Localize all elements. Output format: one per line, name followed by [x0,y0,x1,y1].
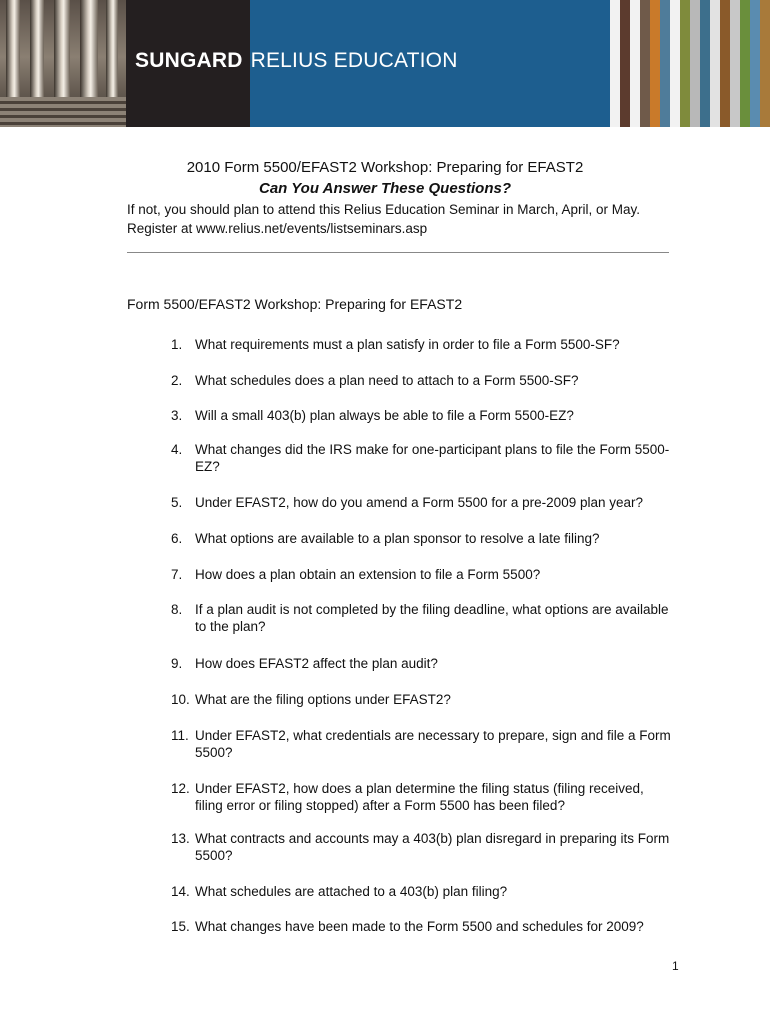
question-item [171,883,671,900]
question-item [171,601,671,635]
question-number: 5. [171,495,183,510]
color-stripe [610,0,620,127]
question-item [171,336,671,353]
question-text: How does EFAST2 affect the plan audit? [195,656,438,671]
question-number: 13. [171,831,190,846]
question-text: Under EFAST2, how does a plan determine the filing status (filing received, filing error or filing stopped) after a Form 5500 has been filed? [195,781,644,813]
color-stripe [630,0,640,127]
intro-line: Register at www.relius.net/events/listseminars.asp [127,221,428,236]
question-number: 9. [171,656,183,671]
question-item [171,494,671,511]
question-number: 4. [171,442,183,457]
color-stripe [620,0,630,127]
color-stripe [640,0,650,127]
question-number: 2. [171,373,183,388]
question-text: Under EFAST2, what credentials are necessary to prepare, sign and file a Form 5500? [195,728,671,760]
color-stripe [700,0,710,127]
question-item [171,407,671,424]
question-item [171,727,671,761]
header-banner [0,0,770,127]
question-text: If a plan audit is not completed by the filing deadline, what options are available to the plan? [195,602,669,634]
question-text: What changes did the IRS make for one-participant plans to file the Form 5500-EZ? [195,442,670,474]
steps-shape [0,97,126,127]
brand-logo [135,49,458,73]
color-stripe [740,0,750,127]
question-number: 6. [171,531,183,546]
question-item [171,918,671,935]
question-number: 11. [171,728,189,743]
question-number: 14. [171,884,190,899]
question-text: What contracts and accounts may a 403(b) plan disregard in preparing its Form 5500? [195,831,670,863]
page-subtitle: Can You Answer These Questions? [259,180,511,197]
question-number: 8. [171,602,183,617]
question-text: What requirements must a plan satisfy in order to file a Form 5500-SF? [195,337,620,352]
question-text: What are the filing options under EFAST2? [195,692,451,707]
color-stripe [750,0,760,127]
question-text: Under EFAST2, how do you amend a Form 5500 for a pre-2009 plan year? [195,495,644,510]
color-stripe [710,0,720,127]
page-title: 2010 Form 5500/EFAST2 Workshop: Preparing for EFAST2 [186,159,584,176]
question-number: 1. [171,337,183,352]
section-title: Form 5500/EFAST2 Workshop: Preparing for EFAST2 [127,296,463,312]
question-text: Will a small 403(b) plan always be able to file a Form 5500-EZ? [195,408,574,423]
question-text: What options are available to a plan sponsor to resolve a late filing? [195,531,600,546]
logo-light: RELIUS EDUCATION [250,49,458,72]
color-stripe [720,0,730,127]
question-item [171,530,671,547]
divider [127,252,669,253]
color-stripe [650,0,660,127]
question-number: 7. [171,567,183,582]
question-text: How does a plan obtain an extension to file a Form 5500? [195,567,541,582]
color-stripes [610,0,770,127]
question-text: What schedules does a plan need to attach to a Form 5500-SF? [195,373,579,388]
question-item [171,691,671,708]
question-item [171,441,671,475]
intro-text [127,200,640,238]
question-item [171,372,671,389]
question-number: 3. [171,408,183,423]
question-item [171,780,671,814]
question-item [171,655,671,672]
color-stripe [670,0,680,127]
intro-line: If not, you should plan to attend this Relius Education Seminar in March, April, or May. [127,202,641,217]
color-stripe [680,0,690,127]
color-stripe [690,0,700,127]
color-stripe [730,0,740,127]
question-item [171,830,671,864]
question-number: 15. [171,919,190,934]
logo-strong: SUNGARD [135,49,243,72]
color-stripe [660,0,670,127]
question-text: What changes have been made to the Form 5500 and schedules for 2009? [195,919,644,934]
question-item [171,566,671,583]
page-number: 1 [672,959,679,973]
question-number: 12. [171,781,190,796]
color-stripe [760,0,770,127]
question-number: 10. [171,692,190,707]
columns-photo [0,0,126,127]
question-text: What schedules are attached to a 403(b) plan filing? [195,884,508,899]
